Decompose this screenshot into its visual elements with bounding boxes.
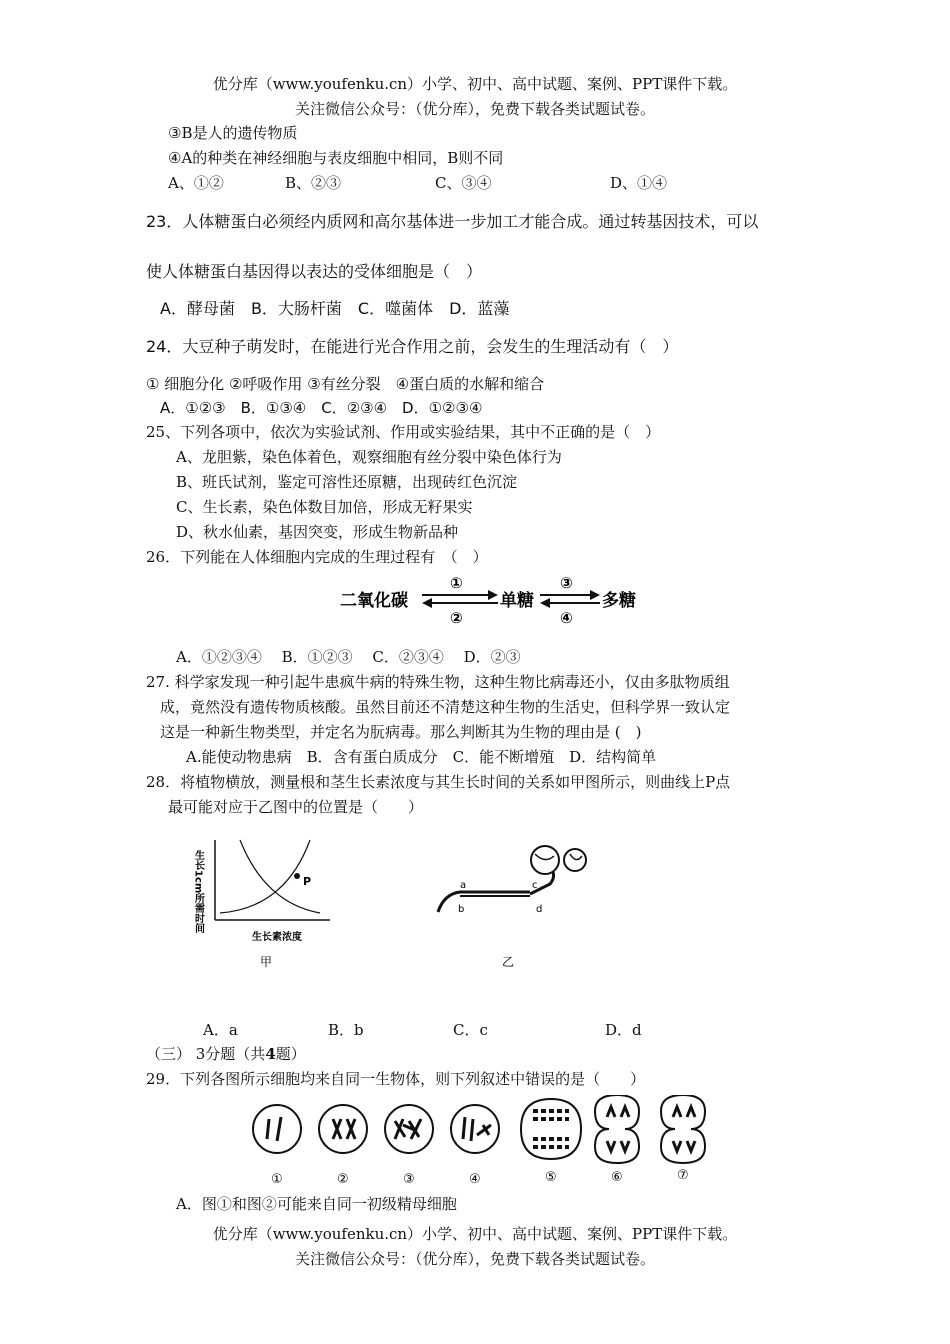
header-line-1: 优分库（www.youfenku.cn）小学、初中、高中试题、案例、PPT课件下载。: [212, 75, 738, 93]
section-heading: （三） 3分题（共4题）: [146, 1045, 306, 1063]
q24-items: ① 细胞分化 ②呼吸作用 ③有丝分裂 ④蛋白质的水解和缩合: [146, 375, 545, 393]
q25-stem: 25、下列各项中，依次为实验试剂、作用或实验结果，其中不正确的是（ ）: [146, 423, 661, 441]
q22-item-3: ③B是人的遗传物质: [168, 124, 298, 142]
cell-figure-2: [319, 1105, 367, 1153]
q27-stem-line-3: 这是一种新生物类型，并定名为朊病毒。那么判断其为生物的理由是 ( ): [160, 723, 642, 741]
cell-figure-4: [451, 1105, 499, 1153]
diagram-step-4: ④: [560, 609, 573, 627]
cell-division-figures: [245, 1095, 715, 1190]
q28-stem-line-2: 最可能对应于乙图中的位置是（ ）: [168, 798, 424, 816]
graph-point-p: [294, 873, 300, 879]
q22-option-a: A、①②: [168, 174, 224, 192]
cell-figure-6: [595, 1095, 639, 1163]
graph-caption: 甲: [260, 955, 273, 969]
arrow-right-icon: [488, 590, 498, 600]
arrow-right-icon: [590, 590, 600, 600]
arrow-left-icon: [422, 598, 432, 608]
cell-label-5: ⑤: [545, 1170, 557, 1185]
diagram-poly-label: 多糖: [602, 591, 636, 611]
diagram-step-3: ③: [560, 574, 573, 592]
q22-option-c: C、③④: [435, 174, 492, 192]
cell-figure-7: [661, 1095, 705, 1163]
horizontal-plant-figure: [430, 842, 600, 972]
cell-label-6: ⑥: [611, 1170, 623, 1185]
q28-stem-line-1: 28．将植物横放，测量根和茎生长素浓度与其生长时间的关系如甲图所示，则曲线上P点: [146, 773, 731, 791]
footer-line-2: 关注微信公众号：（优分库），免费下载各类试题试卷。: [294, 1250, 655, 1268]
cell-label-1: ①: [271, 1172, 283, 1187]
diagram-step-2: ②: [450, 609, 463, 627]
q23-options: A．酵母菌 B．大肠杆菌 C．噬菌体 D．蓝藻: [160, 299, 510, 318]
diagram-step-1: ①: [450, 574, 463, 592]
cell-label-4: ④: [469, 1172, 481, 1187]
cell-figure-1: [253, 1105, 301, 1153]
q28-option-a: A．a: [203, 1021, 238, 1039]
auxin-growth-graph: [190, 828, 340, 973]
plant-label-d: d: [536, 904, 543, 915]
q25-option-d: D、秋水仙素，基因突变，形成生物新品种: [176, 523, 459, 541]
q28-option-d: D．d: [605, 1021, 642, 1039]
graph-y-label: 生长1cm所需时间: [192, 850, 204, 934]
q27-stem-line-2: 成，竟然没有遗传物质核酸。虽然目前还不清楚这种生物的生活史，但科学界一致认定: [160, 698, 731, 716]
q26-stem: 26．下列能在人体细胞内完成的生理过程有 （ ）: [146, 548, 488, 566]
q22-item-4: ④A的种类在神经细胞与表皮细胞中相同，B则不同: [168, 149, 504, 167]
q22-option-d: D、①④: [610, 174, 668, 192]
q29-stem: 29．下列各图所示细胞均来自同一生物体，则下列叙述中错误的是（ ）: [146, 1070, 646, 1088]
q22-option-b: B、②③: [285, 174, 342, 192]
q24-options: A．①②③ B．①③④ C．②③④ D．①②③④: [160, 399, 483, 417]
graph-point-label: P: [303, 875, 312, 888]
q24-stem: 24．大豆种子萌发时，在能进行光合作用之前，会发生的生理活动有（ ）: [146, 337, 679, 356]
q23-stem-line-1: 23．人体糖蛋白必须经内质网和高尔基体进一步加工才能合成。通过转基因技术，可以: [146, 212, 759, 231]
arrow-left-icon: [540, 598, 550, 608]
q27-stem-line-1: 27. 科学家发现一种引起牛患疯牛病的特殊生物，这种生物比病毒还小，仅由多肽物质组: [146, 673, 730, 691]
q28-option-c: C．c: [453, 1021, 488, 1039]
diagram-co2-label: 二氧化碳: [340, 591, 408, 611]
q26-options: A．①②③④ B．①②③ C．②③④ D．②③: [176, 648, 521, 666]
cell-label-7: ⑦: [677, 1168, 689, 1183]
q28-option-b: B．b: [328, 1021, 364, 1039]
plant-caption: 乙: [502, 955, 515, 969]
q25-option-a: A、龙胆紫，染色体着色，观察细胞有丝分裂中染色体行为: [176, 448, 562, 466]
diagram-mono-label: 单糖: [500, 591, 534, 611]
q23-stem-line-2: 使人体糖蛋白基因得以表达的受体细胞是（ ）: [146, 262, 483, 281]
graph-x-label: 生长素浓度: [252, 932, 302, 943]
cell-label-3: ③: [403, 1172, 415, 1187]
header-line-2: 关注微信公众号：（优分库），免费下载各类试题试卷。: [294, 100, 655, 118]
section-count: 4: [265, 1045, 276, 1063]
footer-line-1: 优分库（www.youfenku.cn）小学、初中、高中试题、案例、PPT课件下载。: [212, 1225, 738, 1243]
cell-figure-3: [385, 1105, 433, 1153]
plant-label-c: c: [532, 880, 538, 891]
q25-option-b: B、班氏试剂，鉴定可溶性还原糖，出现砖红色沉淀: [176, 473, 518, 491]
plant-label-a: a: [460, 880, 467, 891]
sugar-conversion-diagram: [340, 570, 640, 628]
cell-figure-5: [521, 1099, 581, 1159]
cell-label-2: ②: [337, 1172, 349, 1187]
q25-option-c: C、生长素，染色体数目加倍，形成无籽果实: [176, 498, 473, 516]
plant-label-b: b: [458, 904, 465, 915]
q29-option-a: A．图①和图②可能来自同一初级精母细胞: [176, 1195, 457, 1213]
q27-options: A.能使动物患病 B．含有蛋白质成分 C．能不断增殖 D．结构简单: [186, 748, 657, 766]
